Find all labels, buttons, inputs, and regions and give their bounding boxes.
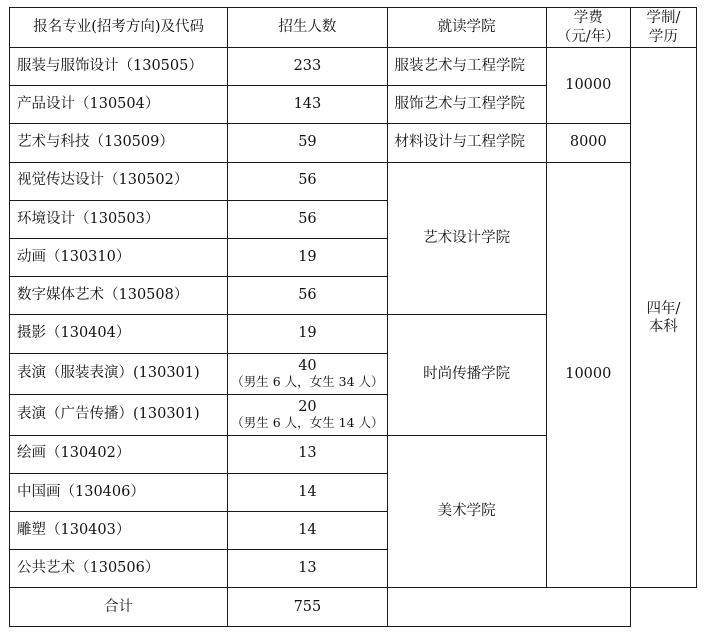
header-tuition-line1: 学费: [573, 10, 603, 27]
header-major: 报名专业(招考方向)及代码: [10, 8, 228, 48]
quota-cell: 19: [228, 238, 387, 276]
quota-cell: 233: [228, 48, 387, 86]
school-cell: 时尚传播学院: [387, 315, 546, 435]
header-school: 就读学院: [387, 8, 546, 48]
school-cell: 服饰艺术与工程学院: [387, 86, 546, 124]
major-cell: 视觉传达设计（130502）: [10, 162, 228, 200]
school-cell: 美术学院: [387, 435, 546, 588]
duration-line1: 四年/: [646, 300, 681, 317]
total-blank: [387, 588, 630, 627]
quota-cell: 19: [228, 315, 387, 353]
quota-cell: 59: [228, 124, 387, 162]
enrollment-table: [9, 7, 697, 627]
major-cell: 表演（服装表演）(130301): [10, 353, 228, 394]
quota-cell: 56: [228, 277, 387, 315]
table-row: [10, 48, 697, 86]
quota-cell: [228, 353, 387, 394]
major-cell: 绘画（130402）: [10, 435, 228, 473]
total-label: 合计: [10, 588, 228, 627]
quota-note: （男生 6 人，女生 14 人）: [231, 414, 384, 430]
quota-value: 20: [298, 398, 317, 415]
tuition-cell: 10000: [546, 162, 630, 588]
major-cell: 产品设计（130504）: [10, 86, 228, 124]
total-value: 755: [228, 588, 387, 627]
header-row: [10, 8, 697, 48]
header-duration: [630, 8, 696, 48]
major-cell: 中国画（130406）: [10, 473, 228, 511]
quota-value: 40: [298, 357, 317, 374]
enrollment-table-container: [9, 7, 697, 627]
school-cell: 材料设计与工程学院: [387, 124, 546, 162]
major-cell: 雕塑（130403）: [10, 511, 228, 549]
school-cell: 服装艺术与工程学院: [387, 48, 546, 86]
quota-cell: 13: [228, 435, 387, 473]
quota-cell: 143: [228, 86, 387, 124]
header-tuition-line2: （元/年）: [556, 28, 620, 45]
header-duration-line2: 学历: [648, 28, 678, 45]
quota-cell: 56: [228, 200, 387, 238]
duration-line2: 本科: [648, 318, 678, 335]
major-cell: 环境设计（130503）: [10, 200, 228, 238]
major-cell: 公共艺术（130506）: [10, 550, 228, 588]
major-cell: 服装与服饰设计（130505）: [10, 48, 228, 86]
quota-cell: 14: [228, 473, 387, 511]
quota-cell: [228, 394, 387, 435]
major-cell: 数字媒体艺术（130508）: [10, 277, 228, 315]
school-cell: 艺术设计学院: [387, 162, 546, 315]
quota-cell: 14: [228, 511, 387, 549]
quota-cell: 13: [228, 550, 387, 588]
major-cell: 摄影（130404）: [10, 315, 228, 353]
table-row: [10, 162, 697, 200]
header-duration-line1: 学制/: [646, 10, 681, 27]
major-cell: 艺术与科技（130509）: [10, 124, 228, 162]
header-tuition: [546, 8, 630, 48]
major-cell: 表演（广告传播）(130301): [10, 394, 228, 435]
table-row: [10, 124, 697, 162]
total-row: [10, 588, 697, 627]
tuition-cell: 10000: [546, 48, 630, 124]
quota-cell: 56: [228, 162, 387, 200]
quota-note: （男生 6 人，女生 34 人）: [231, 373, 384, 389]
duration-cell: [630, 48, 696, 588]
header-quota: 招生人数: [228, 8, 387, 48]
tuition-cell: 8000: [546, 124, 630, 162]
major-cell: 动画（130310）: [10, 238, 228, 276]
